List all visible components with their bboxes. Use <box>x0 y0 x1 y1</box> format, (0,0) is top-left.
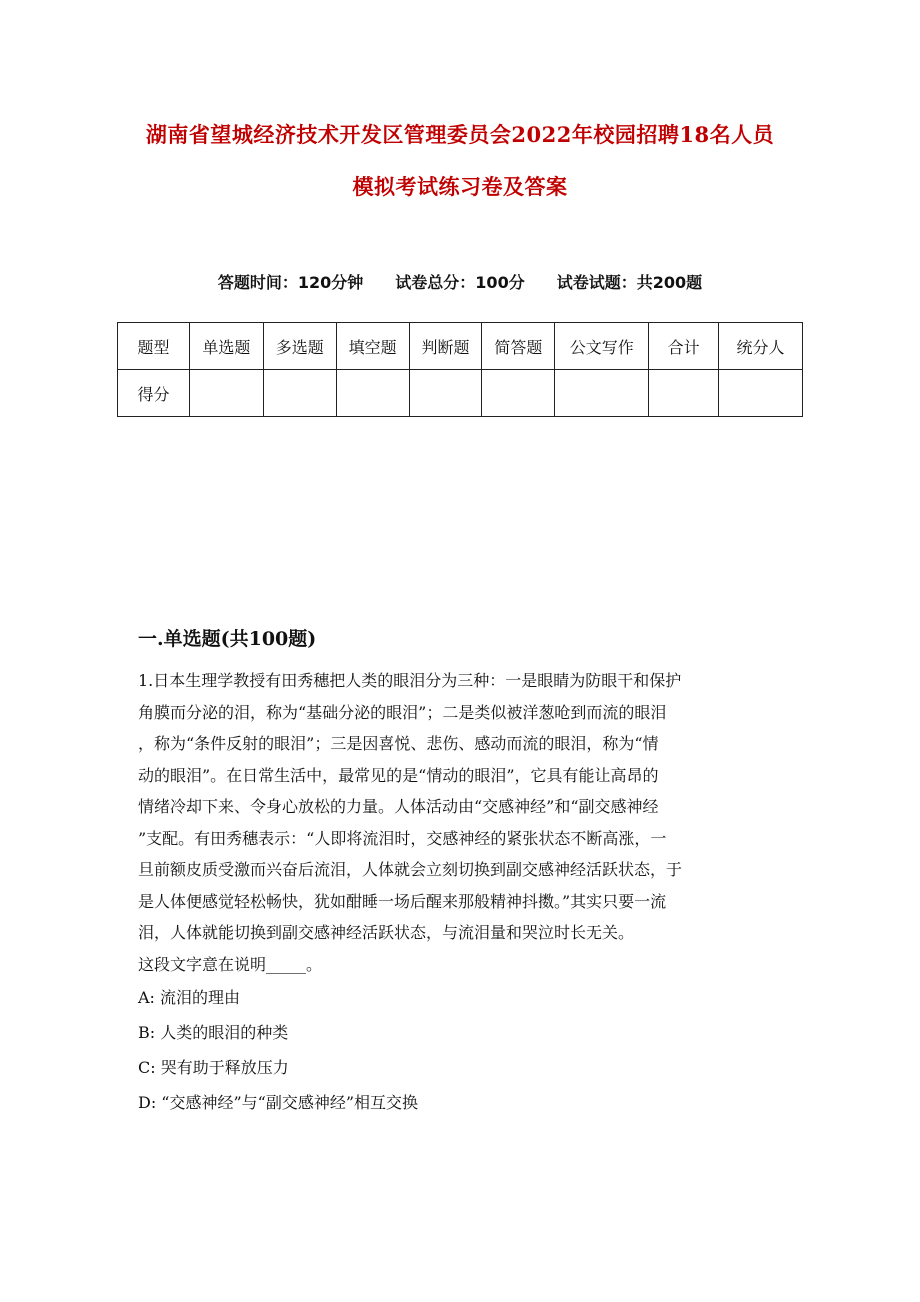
score-cell <box>189 370 263 417</box>
question-stem-line: 情绪冷却下来、令身心放松的力量。人体活动由“交感神经”和“副交感神经 <box>138 797 659 816</box>
question-stem-line: 是人体便感觉轻松畅快，犹如酣睡一场后醒来那般精神抖擞。”其实只要一流 <box>138 891 667 911</box>
document-title-line-1: 湖南省望城经济技术开发区管理委员会2022年校园招聘18名人员 <box>145 122 775 147</box>
question-stem-line: 1.日本生理学教授有田秀穗把人类的眼泪分为三种：一是眼睛为防眼干和保护 <box>138 671 682 690</box>
score-table-header-row <box>118 323 803 370</box>
document-title-line-2: 模拟考试练习卷及答案 <box>352 174 568 199</box>
question-stem-line: 泪，人体就能切换到副交感神经活跃状态，与流泪量和哭泣时长无关。 <box>138 923 635 942</box>
question-stem-line: 角膜而分泌的泪，称为“基础分泌的眼泪”；二是类似被洋葱呛到而流的眼泪 <box>138 702 667 722</box>
question-stem-line: ，称为“条件反射的眼泪”；三是因喜悦、悲伤、感动而流的眼泪，称为“情 <box>138 734 659 753</box>
score-cell <box>263 370 336 417</box>
exam-time: 答题时间：120分钟 <box>217 273 364 292</box>
score-cell <box>409 370 482 417</box>
score-cell <box>555 370 649 417</box>
score-cell <box>482 370 555 417</box>
option-c: C: 哭有助于释放压力 <box>138 1058 289 1077</box>
table-header-cell: 判断题 <box>409 323 482 370</box>
score-table <box>117 322 803 417</box>
score-row-label: 得分 <box>118 370 190 417</box>
question-stem-line: 旦前额皮质受激而兴奋后流泪，人体就会立刻切换到副交感神经活跃状态，于 <box>138 860 683 879</box>
table-header-cell: 公文写作 <box>555 323 649 370</box>
score-table-score-row <box>118 370 803 417</box>
table-header-cell: 填空题 <box>336 323 409 370</box>
question-prompt: 这段文字意在说明_____。 <box>138 954 323 974</box>
score-cell <box>649 370 719 417</box>
option-b: B: 人类的眼泪的种类 <box>138 1023 289 1042</box>
table-header-cell: 题型 <box>118 323 190 370</box>
score-cell <box>719 370 803 417</box>
score-cell <box>336 370 409 417</box>
question-1 <box>138 665 778 1120</box>
question-stem-line: ”支配。有田秀穗表示：“人即将流泪时，交感神经的紧张状态不断高涨，一 <box>138 828 667 848</box>
table-header-cell: 单选题 <box>189 323 263 370</box>
table-header-cell: 统分人 <box>719 323 803 370</box>
table-header-cell: 合计 <box>649 323 719 370</box>
table-header-cell: 简答题 <box>482 323 555 370</box>
exam-question-count: 试卷试题：共200题 <box>556 273 703 292</box>
option-d: D: “交感神经”与“副交感神经”相互交换 <box>138 1093 419 1112</box>
table-header-cell: 多选题 <box>263 323 336 370</box>
section-heading: 一.单选题(共100题) <box>138 628 317 650</box>
option-a: A: 流泪的理由 <box>138 988 241 1007</box>
question-stem-line: 动的眼泪”。在日常生活中，最常见的是“情动的眼泪”，它具有能让高昂的 <box>138 765 659 785</box>
exam-info <box>0 270 920 293</box>
exam-total-score: 试卷总分：100分 <box>395 273 525 292</box>
